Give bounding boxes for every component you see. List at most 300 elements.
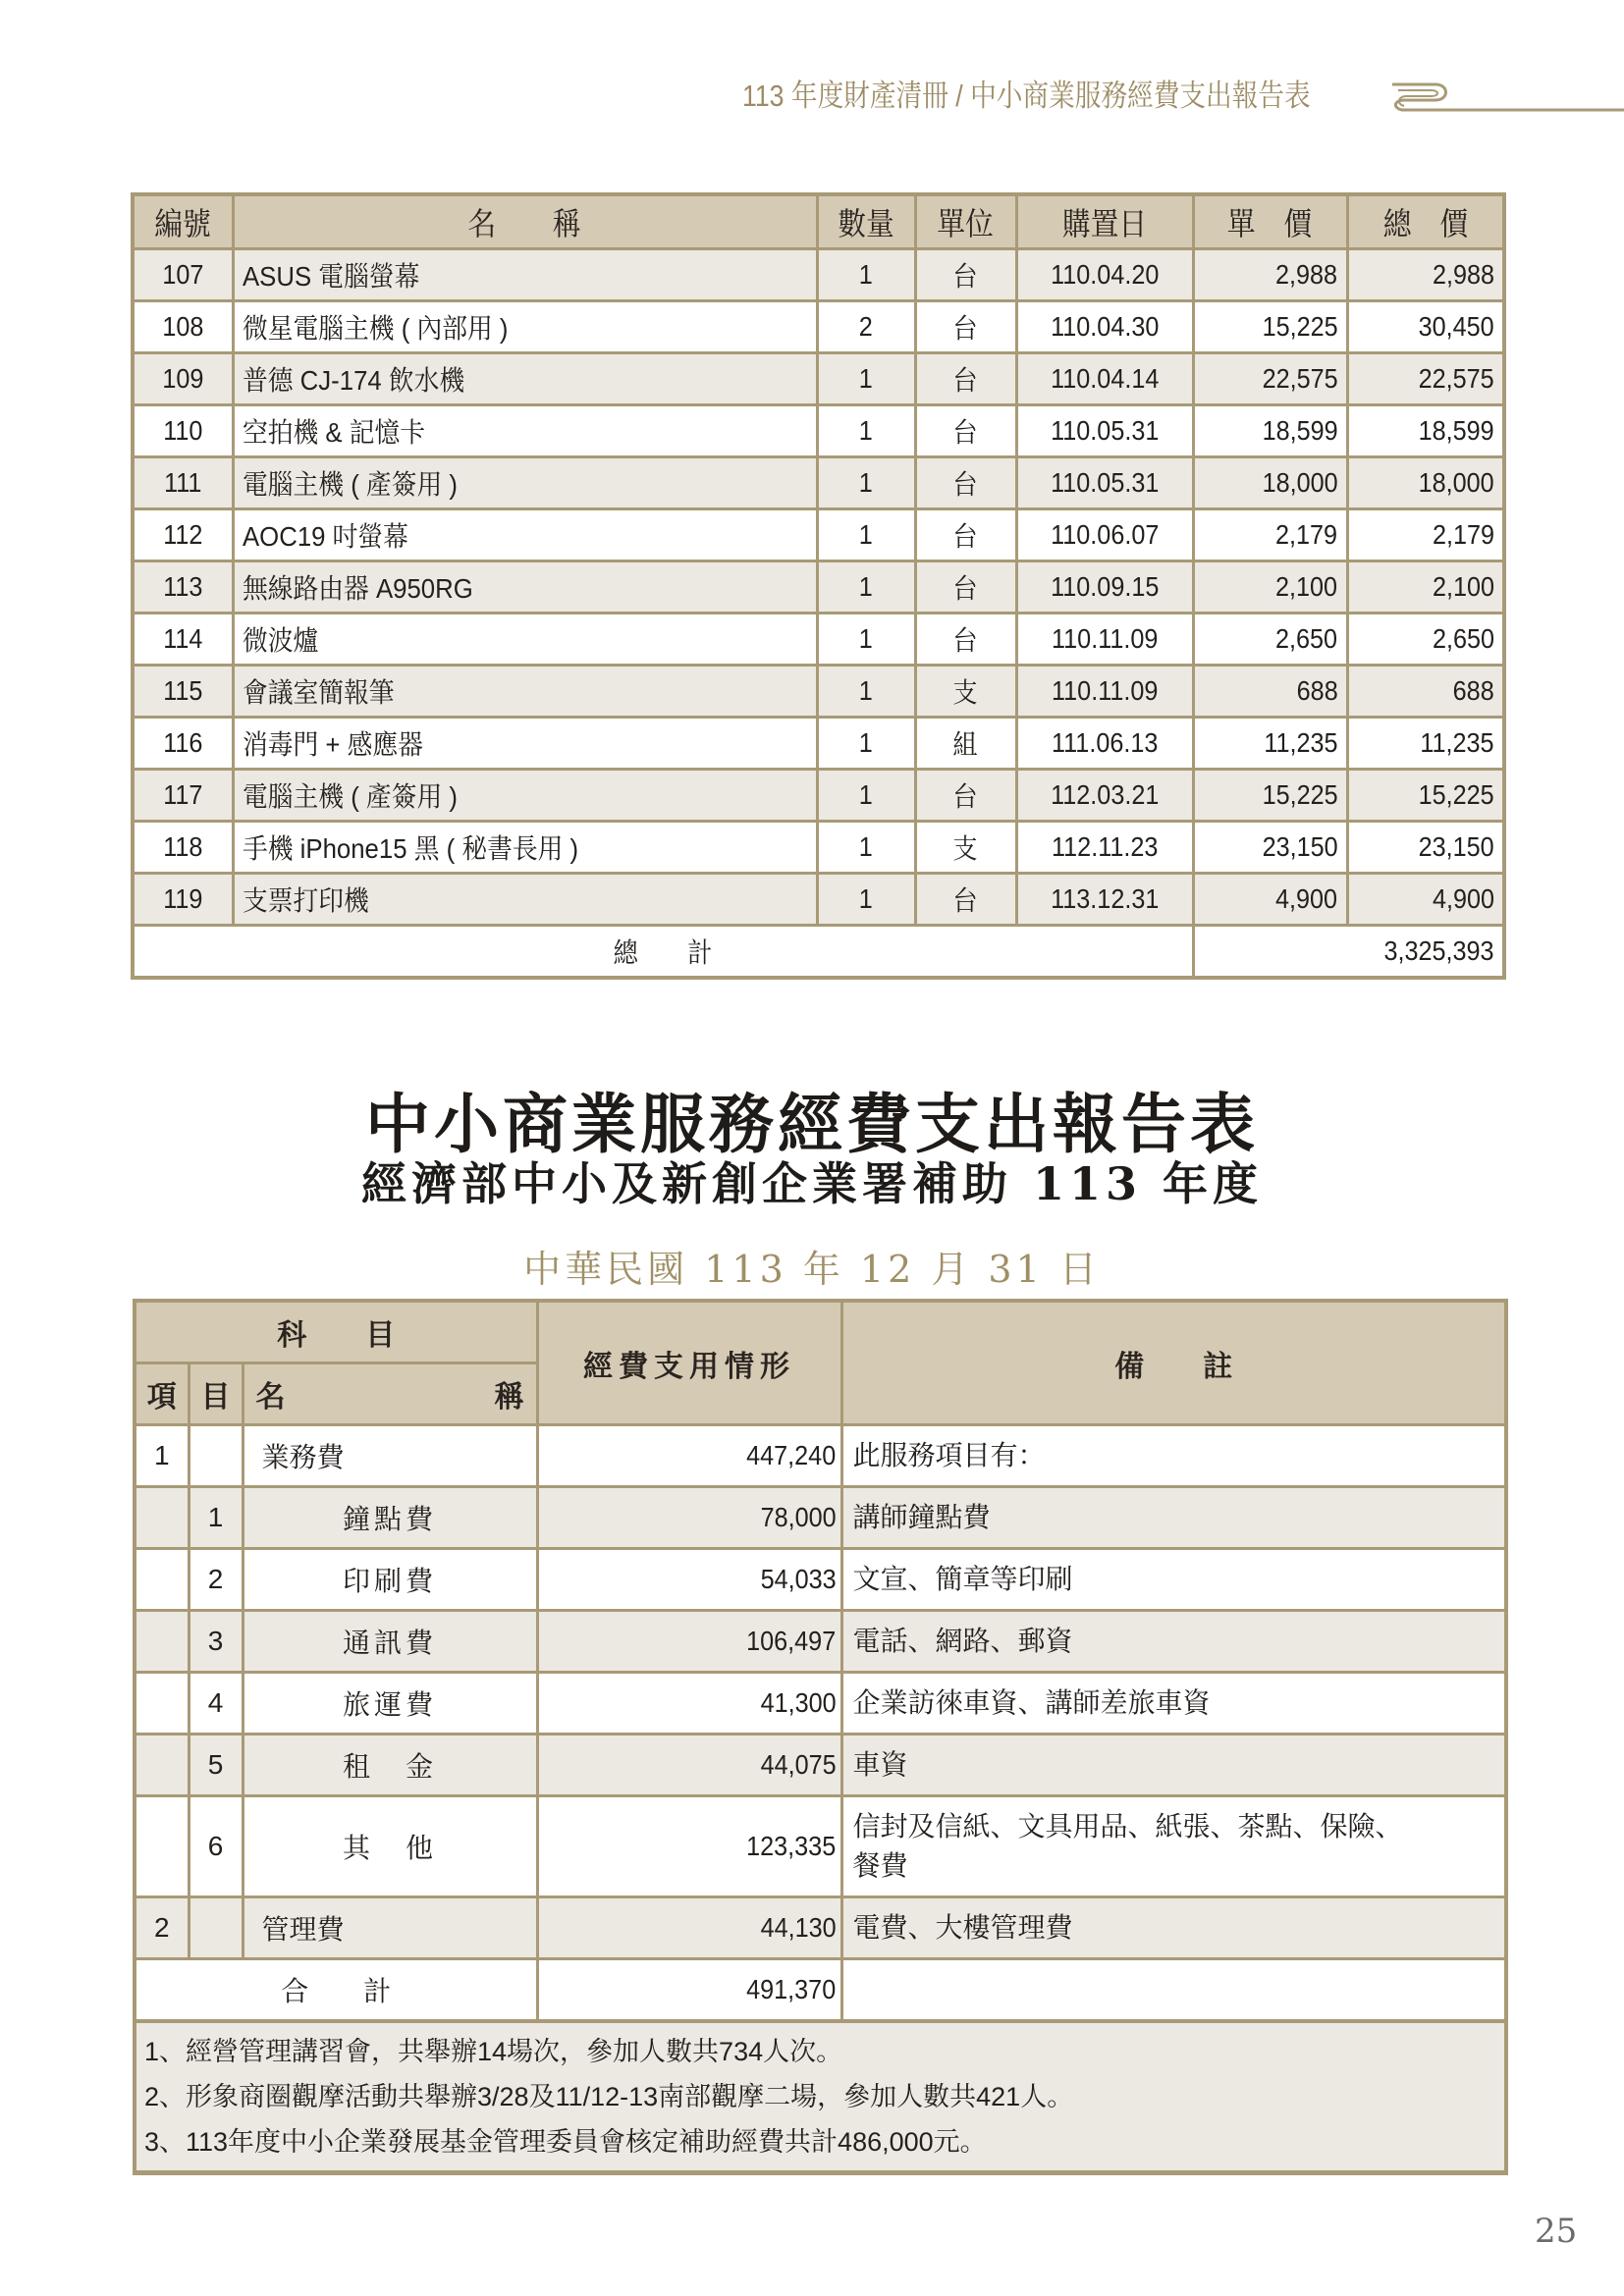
asset-unit-cell-text: 台 (952, 625, 979, 656)
asset-date-cell-text: 110.05.31 (1050, 467, 1160, 498)
asset-date-cell (1016, 509, 1193, 561)
expense-item-cell-text: 1 (153, 1440, 170, 1470)
asset-name-cell-text: 微星電腦主機 ( 內部用 ) (242, 313, 508, 344)
asset-qty-cell-text: 1 (858, 519, 874, 550)
asset-unit-price-cell-text: 22,575 (1262, 363, 1338, 394)
asset-qty-cell (817, 561, 915, 614)
asset-qty-cell (817, 353, 915, 405)
expense-item-cell (135, 1796, 189, 1897)
asset-unit-cell-text: 台 (952, 469, 979, 500)
asset-row (133, 509, 1504, 561)
asset-unit-price-cell (1193, 561, 1347, 614)
asset-unit-cell (915, 822, 1016, 874)
asset-unit-cell-text: 台 (952, 521, 979, 552)
asset-unit-price-cell-text: 2,650 (1275, 623, 1338, 654)
expense-item-cell (135, 1735, 189, 1796)
asset-name-cell (233, 614, 817, 666)
expense-amount-cell (537, 1735, 841, 1796)
col-header-subject (135, 1301, 537, 1363)
col-header-name-right: 稱 (494, 1381, 524, 1414)
asset-total-price-cell (1347, 666, 1504, 718)
asset-unit-price-cell-text: 15,225 (1262, 311, 1338, 342)
asset-total-price-cell-text: 2,988 (1432, 259, 1494, 290)
expense-sub-item-cell (189, 1897, 243, 1959)
asset-unit-cell-text: 支 (952, 677, 979, 708)
asset-unit-cell (915, 666, 1016, 718)
asset-total-row (133, 926, 1504, 979)
asset-name-cell (233, 822, 817, 874)
asset-name-cell (233, 405, 817, 457)
expense-remark-cell-text: 車資 (852, 1749, 908, 1780)
asset-total-price-cell-text: 23,150 (1418, 831, 1494, 862)
col-header-unit-price-label: 單 價 (1227, 206, 1313, 241)
asset-date-cell (1016, 457, 1193, 509)
expense-remark-cell (841, 1549, 1506, 1611)
asset-unit-price-cell (1193, 874, 1347, 926)
col-header-name (233, 194, 817, 249)
expense-amount-cell-text: 123,335 (746, 1831, 837, 1861)
asset-unit-price-cell (1193, 614, 1347, 666)
expense-remark-cell (841, 1796, 1506, 1897)
asset-unit-price-cell (1193, 353, 1347, 405)
asset-name-cell (233, 666, 817, 718)
expense-item-cell (135, 1425, 189, 1487)
asset-qty-cell (817, 822, 915, 874)
report-title: 中小商業服務經費支出報告表 (365, 1086, 1259, 1162)
asset-total-price-cell (1347, 353, 1504, 405)
asset-qty-cell (817, 405, 915, 457)
col-header-date-label: 購置日 (1061, 206, 1148, 241)
asset-unit-cell-text: 支 (952, 833, 979, 864)
expense-name-cell-text: 旅運費 (343, 1689, 438, 1720)
expense-row (135, 1796, 1506, 1897)
asset-qty-cell-text: 1 (858, 883, 874, 914)
asset-qty-cell (817, 770, 915, 822)
asset-qty-cell (817, 249, 915, 301)
asset-row (133, 249, 1504, 301)
asset-no-cell-text: 115 (163, 675, 203, 706)
asset-qty-cell-text: 1 (858, 727, 874, 758)
asset-unit-price-cell-text: 4,900 (1275, 883, 1338, 914)
asset-no-cell (133, 822, 233, 874)
col-header-name-left: 名 (255, 1381, 286, 1414)
asset-row (133, 822, 1504, 874)
asset-total-price-cell-text: 15,225 (1418, 779, 1494, 810)
col-header-unit (915, 194, 1016, 249)
asset-unit-price-cell (1193, 301, 1347, 353)
asset-total-value-text: 3,325,393 (1383, 935, 1494, 966)
asset-total-price-cell (1347, 874, 1504, 926)
expense-name-cell (243, 1796, 537, 1897)
col-header-no-label: 編號 (154, 206, 212, 241)
asset-qty-cell-text: 1 (858, 259, 874, 290)
asset-row (133, 614, 1504, 666)
asset-table-header (133, 194, 1504, 249)
asset-date-cell-text: 110.05.31 (1050, 415, 1160, 446)
expense-name-cell (243, 1735, 537, 1796)
asset-no-cell (133, 301, 233, 353)
expense-amount-cell-text: 54,033 (760, 1564, 837, 1594)
asset-unit-price-cell (1193, 249, 1347, 301)
asset-unit-cell (915, 353, 1016, 405)
expense-name-cell (243, 1425, 537, 1487)
expense-total-label (135, 1959, 537, 2022)
asset-total-price-cell (1347, 457, 1504, 509)
expense-total-remark (841, 1959, 1506, 2022)
asset-date-cell (1016, 561, 1193, 614)
col-header-remarks-label: 備 註 (1114, 1350, 1233, 1383)
asset-date-cell (1016, 249, 1193, 301)
expense-sub-item-cell (189, 1425, 243, 1487)
asset-total-value (1193, 926, 1504, 979)
asset-row (133, 770, 1504, 822)
asset-qty-cell-text: 1 (858, 831, 874, 862)
asset-date-cell-text: 110.04.20 (1050, 259, 1160, 290)
asset-no-cell-text: 114 (163, 623, 203, 654)
asset-qty-cell-text: 1 (858, 623, 874, 654)
asset-unit-cell (915, 249, 1016, 301)
expense-sub-item-cell (189, 1673, 243, 1735)
expense-remark-cell (841, 1611, 1506, 1673)
asset-no-cell (133, 718, 233, 770)
asset-total-price-cell-text: 4,900 (1432, 883, 1494, 914)
asset-no-cell (133, 509, 233, 561)
asset-no-cell (133, 561, 233, 614)
expense-sub-item-cell (189, 1487, 243, 1549)
asset-unit-price-cell (1193, 405, 1347, 457)
asset-qty-cell (817, 614, 915, 666)
asset-name-cell-text: 普德 CJ-174 飲水機 (242, 365, 464, 396)
asset-total-price-cell-text: 2,179 (1432, 519, 1494, 550)
asset-no-cell-text: 110 (163, 415, 203, 446)
asset-unit-price-cell-text: 2,100 (1275, 571, 1338, 602)
col-header-subject-label: 科 目 (277, 1319, 396, 1352)
asset-unit-cell-text: 台 (952, 417, 979, 448)
col-header-total-price-label: 總 價 (1382, 206, 1468, 241)
expense-item-cell (135, 1897, 189, 1959)
asset-no-cell-text: 108 (162, 311, 204, 342)
asset-row (133, 353, 1504, 405)
expense-row (135, 1425, 1506, 1487)
asset-date-cell (1016, 353, 1193, 405)
asset-unit-cell-text: 台 (952, 781, 979, 812)
asset-row (133, 874, 1504, 926)
asset-name-cell (233, 509, 817, 561)
expense-amount-cell (537, 1549, 841, 1611)
asset-unit-price-cell-text: 11,235 (1264, 727, 1338, 758)
asset-no-cell-text: 111 (164, 467, 202, 498)
asset-date-cell-text: 111.06.13 (1051, 727, 1159, 758)
asset-register-table (131, 192, 1506, 980)
col-header-unit-label: 單位 (937, 206, 995, 241)
asset-total-price-cell-text: 30,450 (1418, 311, 1494, 342)
expense-remark-cell (841, 1425, 1506, 1487)
asset-name-cell-text: 消毒門 + 感應器 (242, 729, 423, 760)
asset-unit-price-cell-text: 2,988 (1275, 259, 1338, 290)
asset-total-price-cell-text: 18,000 (1418, 467, 1494, 498)
expense-row (135, 1897, 1506, 1959)
asset-date-cell-text: 110.06.07 (1050, 519, 1160, 550)
expense-name-cell-text: 管理費 (261, 1914, 345, 1945)
scroll-ornament-icon (1384, 77, 1624, 112)
col-header-no (133, 194, 233, 249)
asset-qty-cell-text: 1 (858, 571, 874, 602)
col-header-unit-price (1193, 194, 1347, 249)
asset-name-cell (233, 718, 817, 770)
asset-unit-cell (915, 301, 1016, 353)
expense-name-cell-text: 印刷費 (343, 1566, 438, 1596)
asset-total-price-cell (1347, 770, 1504, 822)
expense-name-cell-text: 其 他 (343, 1833, 438, 1863)
asset-date-cell (1016, 405, 1193, 457)
asset-unit-price-cell (1193, 770, 1347, 822)
expense-row (135, 1611, 1506, 1673)
expense-remark-cell-text: 講師鐘點費 (852, 1502, 991, 1532)
asset-qty-cell-text: 1 (858, 415, 874, 446)
col-header-name (243, 1363, 537, 1425)
asset-total-label-text: 總 計 (613, 937, 713, 968)
expense-remark-cell-text: 企業訪徠車資、講師差旅車資 (852, 1687, 1211, 1718)
asset-qty-cell (817, 509, 915, 561)
page-number: 25 (1535, 2212, 1578, 2251)
asset-date-cell-text: 110.04.30 (1050, 311, 1160, 342)
expense-sub-item-cell-text: 2 (207, 1564, 224, 1594)
expense-row (135, 1549, 1506, 1611)
asset-unit-cell (915, 874, 1016, 926)
asset-unit-cell (915, 509, 1016, 561)
expense-amount-cell (537, 1611, 841, 1673)
running-header: 113 年度財產清冊 / 中小商業服務經費支出報告表 (742, 79, 1311, 113)
asset-qty-cell (817, 874, 915, 926)
asset-name-cell-text: 支票打印機 (242, 885, 369, 916)
asset-unit-price-cell-text: 15,225 (1262, 779, 1338, 810)
asset-total-price-cell-text: 22,575 (1418, 363, 1494, 394)
asset-total-price-cell (1347, 301, 1504, 353)
col-header-item-label: 項 (146, 1381, 177, 1414)
asset-name-cell-text: AOC19 吋螢幕 (242, 521, 408, 552)
expense-amount-cell-text: 447,240 (746, 1440, 837, 1470)
asset-name-cell (233, 457, 817, 509)
asset-unit-cell (915, 457, 1016, 509)
expense-notes-row (135, 2021, 1506, 2173)
asset-unit-price-cell-text: 2,179 (1275, 519, 1338, 550)
asset-name-cell (233, 770, 817, 822)
expense-report-table (133, 1299, 1508, 2175)
col-header-qty (817, 194, 915, 249)
col-header-sub-item (189, 1363, 243, 1425)
asset-unit-cell-text: 組 (952, 729, 979, 760)
col-header-qty-label: 數量 (838, 206, 894, 241)
col-header-name-label: 名 稱 (467, 206, 582, 241)
expense-name-cell (243, 1549, 537, 1611)
expense-name-cell-text: 租 金 (343, 1751, 438, 1782)
expense-remark-cell-text: 文宣、簡章等印刷 (852, 1564, 1073, 1594)
expense-sub-item-cell-text: 3 (207, 1626, 224, 1656)
asset-unit-cell-text: 台 (952, 885, 979, 916)
asset-unit-price-cell (1193, 822, 1347, 874)
asset-total-price-cell (1347, 822, 1504, 874)
asset-unit-price-cell (1193, 509, 1347, 561)
asset-total-price-cell-text: 688 (1452, 675, 1494, 706)
asset-unit-cell (915, 718, 1016, 770)
expense-amount-cell (537, 1673, 841, 1735)
asset-no-cell-text: 107 (162, 259, 204, 290)
asset-no-cell-text: 119 (163, 883, 203, 914)
asset-row (133, 561, 1504, 614)
asset-unit-price-cell-text: 23,150 (1262, 831, 1338, 862)
col-header-item (135, 1363, 189, 1425)
expense-item-cell (135, 1549, 189, 1611)
report-subtitle: 經濟部中小及新創企業署補助 113 年度 (360, 1157, 1264, 1210)
asset-no-cell-text: 113 (163, 571, 203, 602)
asset-qty-cell-text: 1 (858, 779, 874, 810)
expense-remark-cell-text: 電話、網路、郵資 (852, 1626, 1073, 1656)
asset-no-cell-text: 118 (163, 831, 203, 862)
asset-qty-cell (817, 301, 915, 353)
expense-name-cell-text: 鐘點費 (343, 1504, 438, 1534)
expense-name-cell (243, 1897, 537, 1959)
expense-sub-item-cell-text: 4 (207, 1687, 224, 1718)
asset-date-cell-text: 110.04.14 (1050, 363, 1160, 394)
asset-date-cell-text: 113.12.31 (1050, 883, 1160, 914)
expense-item-cell (135, 1673, 189, 1735)
asset-qty-cell (817, 457, 915, 509)
asset-unit-cell (915, 770, 1016, 822)
col-header-sub-item-label: 目 (200, 1381, 231, 1414)
asset-date-cell-text: 112.11.23 (1051, 831, 1159, 862)
asset-date-cell (1016, 770, 1193, 822)
asset-name-cell (233, 561, 817, 614)
asset-date-cell (1016, 301, 1193, 353)
asset-no-cell (133, 249, 233, 301)
asset-no-cell (133, 614, 233, 666)
expense-amount-cell (537, 1897, 841, 1959)
asset-unit-price-cell (1193, 457, 1347, 509)
asset-no-cell (133, 457, 233, 509)
expense-name-cell (243, 1673, 537, 1735)
asset-name-cell-text: 手機 iPhone15 黑 ( 秘書長用 ) (242, 833, 578, 864)
asset-qty-cell-text: 1 (858, 675, 874, 706)
col-header-remarks (841, 1301, 1506, 1425)
asset-date-cell (1016, 874, 1193, 926)
expense-remark-cell-text: 信封及信紙、文具用品、紙張、茶點、保險、餐費 (852, 1811, 1403, 1881)
expense-remark-cell (841, 1897, 1506, 1959)
asset-total-price-cell-text: 11,235 (1420, 727, 1494, 758)
asset-name-cell-text: 空拍機 & 記憶卡 (242, 417, 425, 448)
asset-row (133, 457, 1504, 509)
expense-total-value-text: 491,370 (746, 1974, 837, 2004)
expense-item-cell (135, 1487, 189, 1549)
asset-no-cell (133, 874, 233, 926)
asset-total-price-cell (1347, 405, 1504, 457)
expense-notes (135, 2021, 1506, 2173)
note-line: 2、形象商圈觀摩活動共舉辦3/28及11/12-13南部觀摩二場，參加人數共421人。 (144, 2082, 1074, 2111)
expense-name-cell (243, 1487, 537, 1549)
expense-row (135, 1487, 1506, 1549)
asset-unit-price-cell-text: 18,599 (1262, 415, 1338, 446)
asset-name-cell-text: 電腦主機 ( 產簽用 ) (242, 469, 458, 500)
asset-qty-cell-text: 2 (858, 311, 874, 342)
asset-unit-cell-text: 台 (952, 261, 979, 292)
asset-qty-cell (817, 718, 915, 770)
asset-total-price-cell-text: 2,650 (1432, 623, 1494, 654)
expense-remark-cell (841, 1673, 1506, 1735)
asset-name-cell (233, 301, 817, 353)
asset-qty-cell-text: 1 (858, 467, 874, 498)
asset-date-cell (1016, 666, 1193, 718)
asset-qty-cell (817, 666, 915, 718)
expense-sub-item-cell (189, 1735, 243, 1796)
asset-total-price-cell-text: 2,100 (1432, 571, 1494, 602)
expense-total-value (537, 1959, 841, 2022)
expense-row (135, 1673, 1506, 1735)
asset-name-cell-text: 無線路由器 A950RG (242, 573, 473, 604)
asset-name-cell (233, 874, 817, 926)
asset-row (133, 405, 1504, 457)
asset-total-price-cell-text: 18,599 (1418, 415, 1494, 446)
expense-header-row-1 (135, 1301, 1506, 1363)
asset-name-cell-text: 會議室簡報筆 (242, 677, 395, 708)
asset-total-price-cell (1347, 561, 1504, 614)
asset-row (133, 301, 1504, 353)
expense-total-label-text: 合 計 (281, 1976, 392, 2006)
asset-name-cell-text: 電腦主機 ( 產簽用 ) (242, 781, 458, 812)
asset-unit-cell (915, 614, 1016, 666)
note-line: 3、113年度中小企業發展基金管理委員會核定補助經費共計486,000元。 (144, 2127, 987, 2157)
asset-qty-cell-text: 1 (858, 363, 874, 394)
expense-sub-item-cell-text: 1 (207, 1502, 224, 1532)
col-header-total-price (1347, 194, 1504, 249)
expense-amount-cell-text: 44,075 (760, 1749, 837, 1780)
asset-date-cell-text: 110.09.15 (1050, 571, 1160, 602)
expense-sub-item-cell-text: 6 (207, 1831, 224, 1861)
asset-name-cell-text: 微波爐 (242, 625, 318, 656)
asset-unit-price-cell (1193, 666, 1347, 718)
asset-total-price-cell (1347, 509, 1504, 561)
asset-date-cell (1016, 718, 1193, 770)
asset-no-cell (133, 353, 233, 405)
asset-date-cell (1016, 614, 1193, 666)
asset-no-cell-text: 117 (163, 779, 203, 810)
col-header-date (1016, 194, 1193, 249)
asset-total-price-cell (1347, 718, 1504, 770)
col-header-spending-label: 經費支用情形 (583, 1350, 796, 1383)
asset-date-cell-text: 112.03.21 (1050, 779, 1160, 810)
expense-remark-cell-text: 此服務項目有： (852, 1440, 1046, 1470)
expense-remark-cell-text: 電費、大樓管理費 (852, 1912, 1073, 1943)
asset-unit-price-cell (1193, 718, 1347, 770)
asset-total-label (133, 926, 1193, 979)
expense-sub-item-cell (189, 1796, 243, 1897)
asset-no-cell-text: 112 (163, 519, 203, 550)
expense-total-row (135, 1959, 1506, 2022)
expense-remark-cell (841, 1735, 1506, 1796)
asset-date-cell (1016, 822, 1193, 874)
note-line: 1、經營管理講習會，共舉辦14場次，參加人數共734人次。 (144, 2037, 843, 2066)
asset-unit-price-cell-text: 688 (1296, 675, 1338, 706)
asset-row (133, 718, 1504, 770)
asset-unit-cell (915, 561, 1016, 614)
asset-unit-cell-text: 台 (952, 573, 979, 604)
asset-total-price-cell (1347, 614, 1504, 666)
asset-no-cell-text: 109 (162, 363, 204, 394)
asset-no-cell-text: 116 (163, 727, 203, 758)
asset-name-cell-text: ASUS 電腦螢幕 (242, 261, 419, 292)
expense-name-cell (243, 1611, 537, 1673)
expense-sub-item-cell-text: 5 (207, 1749, 224, 1780)
asset-unit-cell-text: 台 (952, 313, 979, 344)
asset-row (133, 666, 1504, 718)
